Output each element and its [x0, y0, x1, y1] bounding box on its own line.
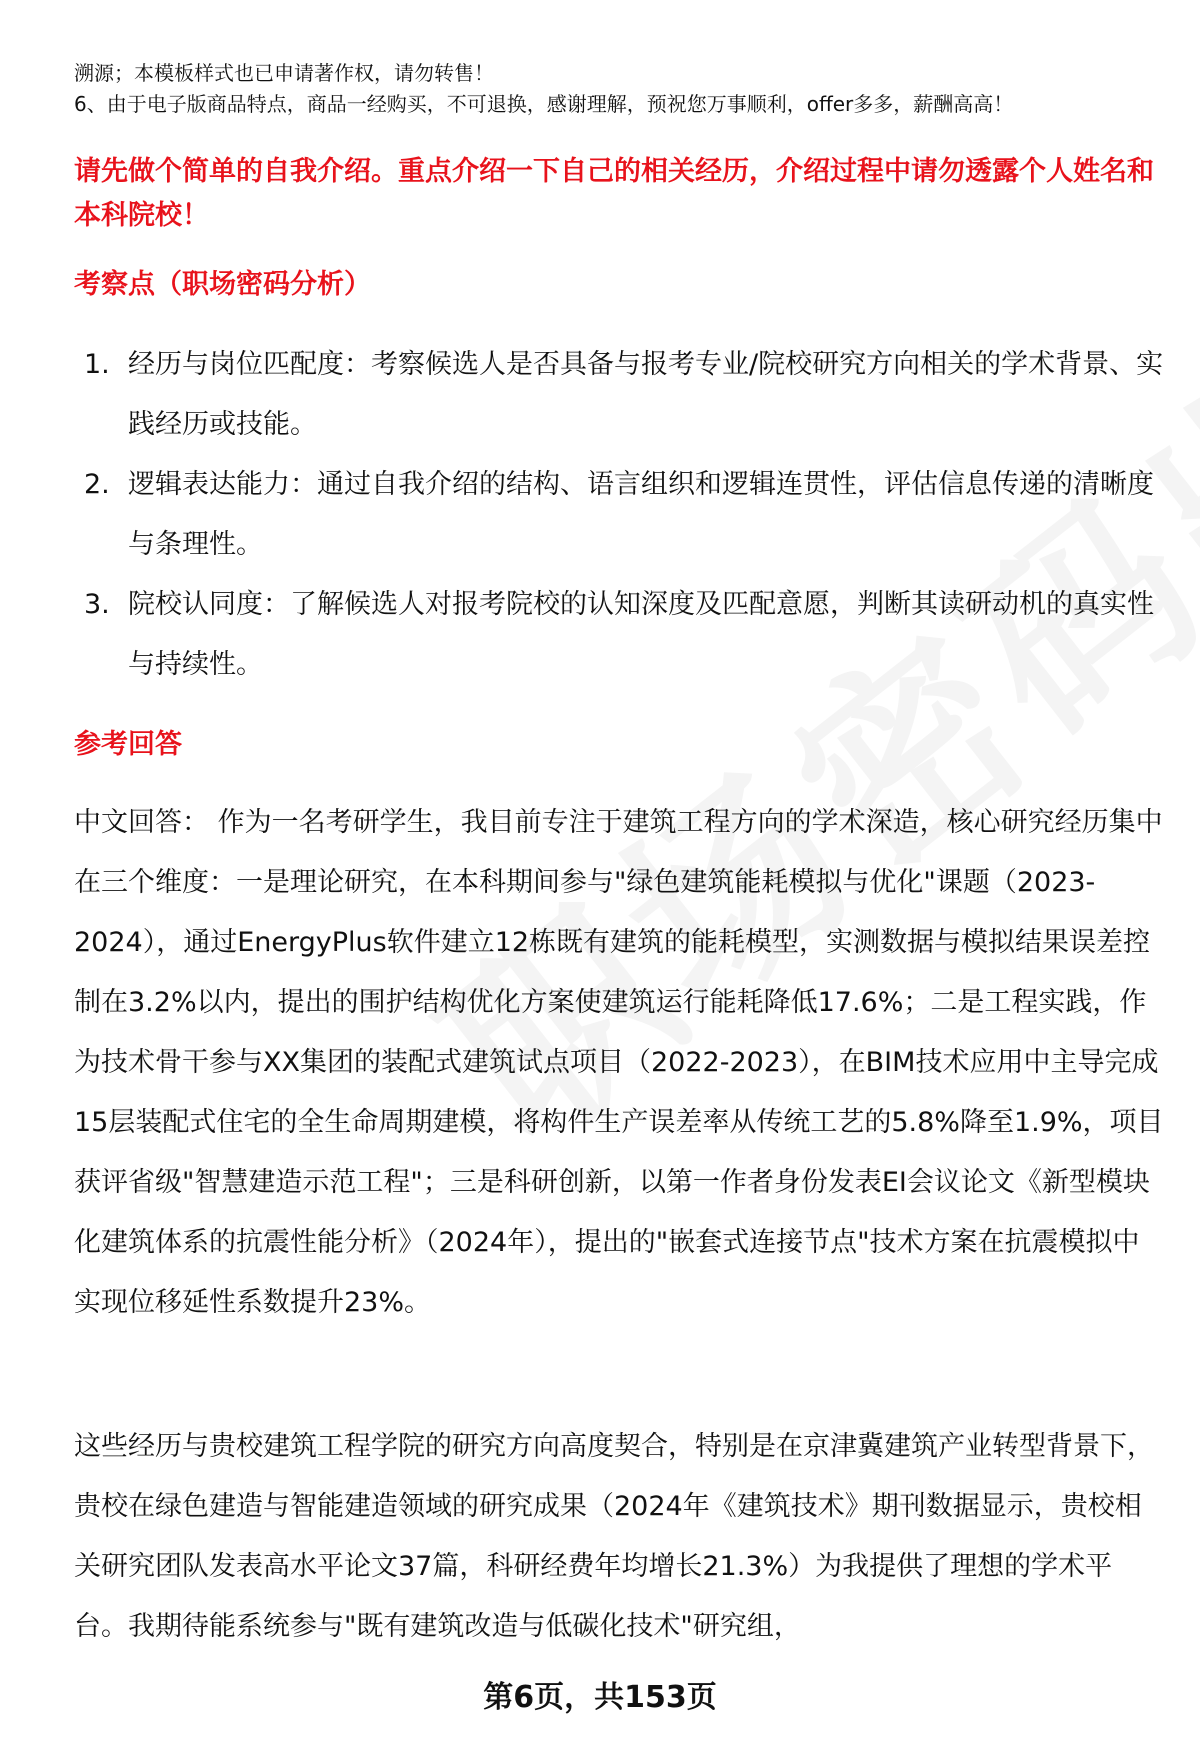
- list-item-text: 逻辑表达能力：通过自我介绍的结构、语言组织和逻辑连贯性，评估信息传递的清晰度与条理性。: [128, 469, 1154, 560]
- list-item: [84, 455, 1164, 575]
- list-item: [84, 575, 1164, 695]
- list-item-number: 3.: [84, 589, 110, 620]
- assessment-list: [84, 335, 1164, 695]
- list-item-text: 院校认同度：了解候选人对报考院校的认知深度及匹配意愿，判断其读研动机的真实性与持续性。: [128, 589, 1154, 680]
- notice-line-1: 溯源；本模板样式也已申请著作权，请勿转售！: [74, 61, 494, 85]
- answer-paragraph-1: 中文回答： 作为一名考研学生，我目前专注于建筑工程方向的学术深造，核心研究经历集中在三个维度：一是理论研究，在本科期间参与"绿色建筑能耗模拟与优化"课题（2023-2024），通过EnergyPlus软件建立12栋既有建筑的能耗模型，实测数据与模拟结果误差控制在3.2%以内，提出的围护结构优化方案使建筑运行能耗降低17.6%；二是工程实践，作为技术骨干参与XX集团的装配式建筑试点项目（2022-2023），在BIM技术应用中主导完成15层装配式住宅的全生命周期建模，将构件生产误差率从传统工艺的5.8%降至1.9%，项目获评省级"智慧建造示范工程"；三是科研创新，以第一作者身份发表EI会议论文《新型模块化建筑体系的抗震性能分析》（2024年），提出的"嵌套式连接节点"技术方案在抗震模拟中实现位移延性系数提升23%。: [74, 807, 1164, 1318]
- list-item-text: 经历与岗位匹配度：考察候选人是否具备与报考专业/院校研究方向相关的学术背景、实践经历或技能。: [128, 349, 1164, 440]
- answer-paragraph-2: 这些经历与贵校建筑工程学院的研究方向高度契合，特别是在京津冀建筑产业转型背景下，贵校在绿色建造与智能建造领域的研究成果（2024年《建筑技术》期刊数据显示，贵校相关研究团队发表高水平论文37篇，科研经费年均增长21.3%）为我提供了理想的学术平台。我期待能系统参与"既有建筑改造与低碳化技术"研究组，: [74, 1431, 1154, 1642]
- notice-line-2: 6、由于电子版商品特点，商品一经购买，不可退换，感谢理解，预祝您万事顺利，offer多多，薪酬高高！: [74, 92, 1014, 116]
- interview-question: 请先做个简单的自我介绍。重点介绍一下自己的相关经历，介绍过程中请勿透露个人姓名和本科院校！: [74, 156, 1154, 231]
- reference-heading: 参考回答: [74, 729, 182, 760]
- notice-block: [74, 58, 1144, 120]
- list-item-number: 2.: [84, 469, 110, 500]
- page-number: 第6页，共153页: [483, 1680, 717, 1715]
- list-item-number: 1.: [84, 349, 110, 380]
- list-item: [84, 335, 1164, 455]
- assessment-heading: 考察点（职场密码分析）: [74, 269, 371, 300]
